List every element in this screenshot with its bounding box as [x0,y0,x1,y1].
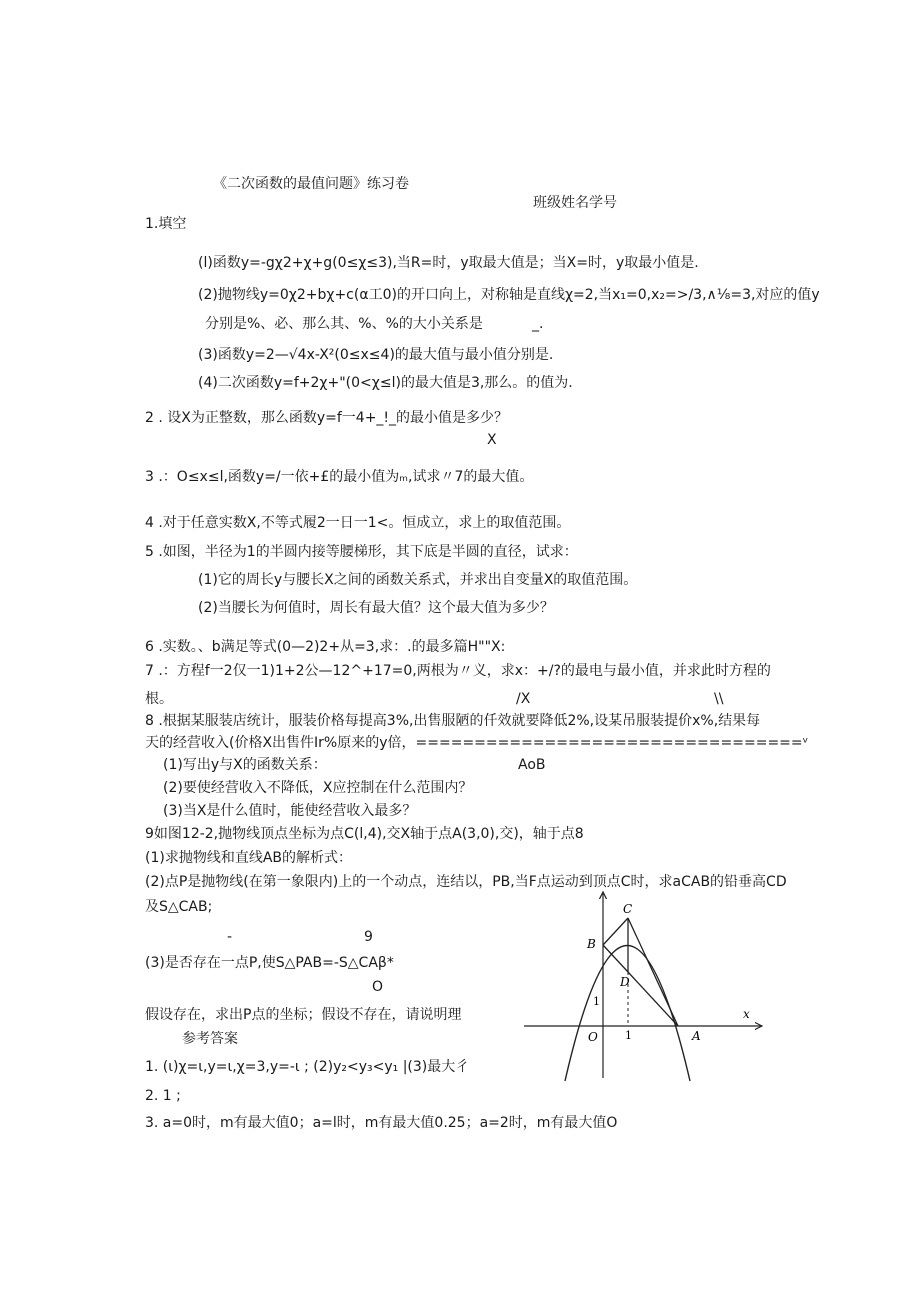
line-answers-title: 参考答案 [182,1031,238,1047]
student-info: 班级姓名学号 [533,195,617,211]
line-q9: 9如图12-2,抛物线顶点坐标为点C(l,4),交X轴于点A(3,0),交)，轴于点8 [145,826,584,842]
line-q9-3b: 假设存在，求出P点的坐标；假设不存在，请说明理 [145,1007,462,1023]
line-q8-1: (1)写出y与X的函数关系： [163,757,327,773]
line-q1-2b: 分别是%、必、那么其、%、%的大小关系是 [205,316,483,332]
line-frac-o: O [372,979,384,995]
line-frac-9: 9 [364,929,373,945]
line-q1-2a: (2)抛物线y=0χ2+bχ+c(α工0)的开口向上，对称轴是直线χ=2,当x₁=0,x₂=>/3,∧⅛=3,对应的值y [198,287,820,303]
label-o: O [588,1030,598,1044]
label-one-y: 1 [593,995,600,1008]
line-q5: 5 .如图，半径为1的半圆内接等腰梯形，其下底是半圆的直径，试求： [145,544,578,560]
line-q1-1: (l)函数y=-gχ2+χ+g(0≤χ≤3),当R=时，y取最大值是；当X=时，y取最小值是. [198,255,699,271]
line-q7b: 根。 [145,691,173,707]
line-q9-3: (3)是否存在一点P,使S△PAB=-S△CAβ* [145,955,394,971]
label-c: C [623,902,633,916]
line-q7-mid: /X [516,691,531,707]
line-q8-3: (3)当X是什么值时，能使经营收入最多？ [163,803,417,819]
line-section-fill: 1.填空 [145,216,187,232]
line-frac-dash: - [227,929,233,945]
line-ca [628,918,678,1026]
line-q2-x: X [487,432,497,448]
label-d: D [620,975,630,989]
label-x-axis: x [743,1007,750,1021]
line-ans3: 3. a=0时，m有最大值0；a=l时，m有最大值0.25；a=2时，m有最大值O [145,1115,618,1131]
page-title: 《二次函数的最值问题》练习卷 [213,176,409,192]
line-q8b: 天的经营收入(价格X出售件Ir%原来的y倍，=================================ᵛ [145,735,809,751]
line-ans2: 2. 1 ; [145,1088,181,1104]
line-bc [603,918,628,945]
line-q8a: 8 .根据某服装店统计，服装价格每提高3%,出售服陋的仟效就要降低2%,设某吊服装提价x%,结果每 [145,713,761,729]
label-one-x: 1 [625,1029,632,1042]
line-q1-2c: _. [532,316,544,332]
line-q1-3: (3)函数y=2—√4x-X²(0≤x≤4)的最大值与最小值分别是. [198,347,554,363]
label-b: B [587,937,596,951]
line-q5-2: (2)当腰长为何值时，周长有最大值？这个最大值为多少？ [198,600,554,616]
line-q2: 2 . 设X为正整数，那么函数y=f一4+_!_的最小值是多少？ [145,410,509,426]
line-q7-right: \\ [714,691,724,707]
label-a: A [692,1029,701,1043]
line-q1-4: (4)二次函数y=f+2χ+"(0<χ≤l)的最大值是3,那么。的值为. [198,375,573,391]
line-ba [603,945,678,1026]
line-q8-2: (2)要使经营收入不降低，X应控制在什么范围内？ [163,780,473,796]
line-ans1: 1. (ι)χ=ι,y=ι,χ=3,y=-ι ; (2)y₂<y₃<y₁ |(3)最大彳 [145,1059,470,1075]
line-q9-2a: (2)点P是抛物线(在第一象限内)上的一个动点，连结以，PB,当F点运动到顶点C时，求aCAB的铅垂高CD [145,874,787,890]
parabola-figure [522,888,772,1083]
line-q6: 6 .实数。、b满足等式(0—2)2+从=3,求：.的最多篇H""X: [145,639,506,655]
line-q7a: 7 .：方程f一2仅一1)1+2公—12^+17=0,两根为〃义，求x：+/?的最电与最小值，并求此时方程的 [145,663,771,679]
line-q4: 4 .对于任意实数X,不等式履2一日一1<。恒成立，求上的取值范围。 [145,515,571,531]
line-q5-1: (1)它的周长y与腰长X之间的函数关系式，并求出自变量X的取值范围。 [198,572,638,588]
line-q3: 3 .：O≤x≤l,函数y=/一依+£的最小值为ₘ,试求〃7的最大值。 [145,469,534,485]
line-q9-1: (1)求抛物线和直线AB的解析式： [145,850,353,866]
line-q8-aob: AoB [518,757,546,773]
line-q9-2b: 及S△CAB; [145,899,213,915]
